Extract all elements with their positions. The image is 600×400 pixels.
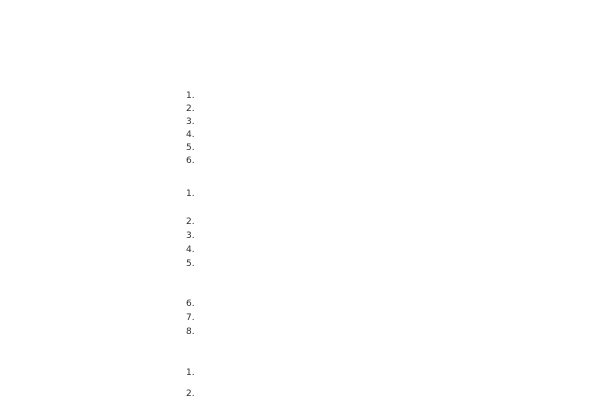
section-1-item-1 <box>186 90 476 102</box>
item-number: 4. <box>186 245 195 255</box>
section-2-item-8 <box>186 326 566 338</box>
section-2-item-5-continued-2 <box>176 284 566 296</box>
section-1-item-2 <box>186 103 476 115</box>
item-number: 6. <box>186 299 195 309</box>
section-2-item-6 <box>186 298 566 310</box>
section-1-item-3 <box>186 116 476 128</box>
section-2-item-4 <box>186 244 566 256</box>
section-2-item-5 <box>186 258 566 270</box>
chapter-heading <box>230 38 370 52</box>
item-number: 1. <box>186 368 195 378</box>
section-3-heading <box>230 352 370 365</box>
section-2-item-1 <box>186 188 566 200</box>
section-2-item-7 <box>186 312 566 324</box>
section-2-item-2 <box>186 216 566 228</box>
item-number: 3. <box>186 117 195 127</box>
item-number: 5. <box>186 259 195 269</box>
section-2-item-1-continued <box>176 201 566 213</box>
section-2-item-3 <box>186 230 566 242</box>
section-1-heading <box>230 72 370 85</box>
section-2-item-8-continued-1 <box>176 339 566 351</box>
item-number: 2. <box>186 217 195 227</box>
item-number: 6. <box>186 156 195 166</box>
item-number: 8. <box>186 327 195 337</box>
item-number: 1. <box>186 189 195 199</box>
item-number: 4. <box>186 130 195 140</box>
section-1-item-6 <box>186 155 476 167</box>
section-3-item-1 <box>186 367 566 379</box>
item-number: 7. <box>186 313 195 323</box>
section-1-item-4 <box>186 129 476 141</box>
section-2-item-5-continued-1 <box>176 271 566 283</box>
document-title <box>170 8 430 24</box>
item-number: 1. <box>186 91 195 101</box>
section-1-item-5 <box>186 142 476 154</box>
item-number: 3. <box>186 231 195 241</box>
item-number: 2. <box>186 389 195 399</box>
section-3-item-2 <box>186 388 566 400</box>
item-number: 5. <box>186 143 195 153</box>
section-2-heading <box>230 172 370 185</box>
item-number: 2. <box>186 104 195 114</box>
